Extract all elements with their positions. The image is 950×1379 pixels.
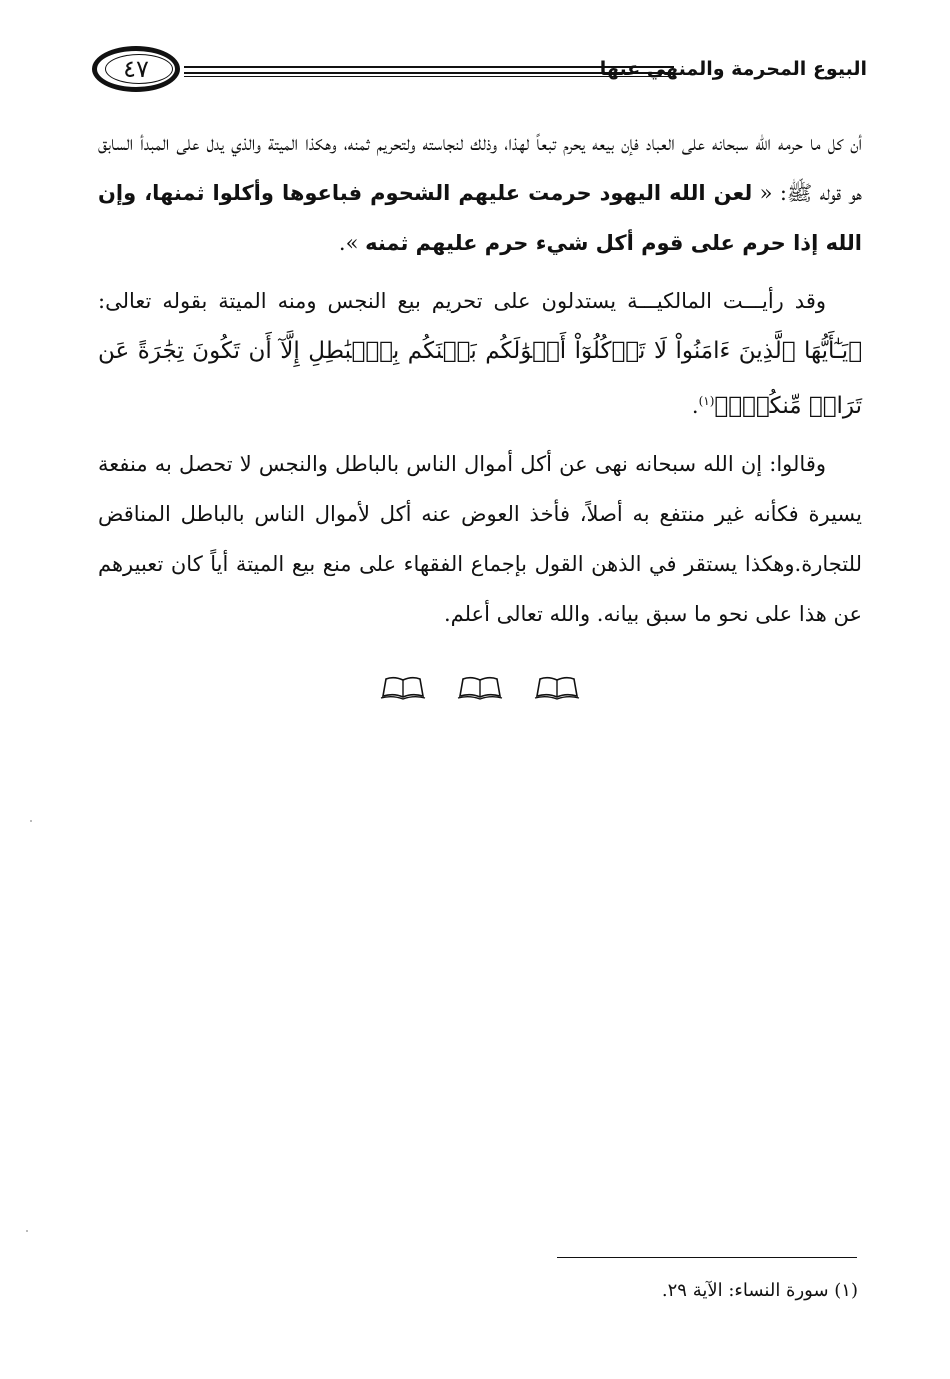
page-number-badge	[92, 46, 180, 92]
scan-artifact	[30, 820, 32, 822]
paragraph-2	[98, 276, 862, 431]
paragraph-1	[98, 118, 862, 268]
paragraph-3	[98, 439, 862, 639]
open-book-icon	[457, 674, 503, 700]
paragraph-text: وقد رأيـــت المالكيـــة يستدلون على تحريم بيع النجس ومنه الميتة بقوله تعالى:	[98, 289, 826, 313]
paragraph-text: .	[691, 394, 699, 418]
open-book-icon	[380, 674, 426, 700]
open-book-icon	[534, 674, 580, 700]
body-text	[98, 118, 862, 639]
page-number: ٤٧	[123, 55, 149, 83]
page-header	[92, 42, 867, 102]
quran-verse: ﴿يَـٰٓأَيُّهَا ٱلَّذِينَ ءَامَنُواْ لَا تَأۡكُلُوٓاْ أَمۡوَٰلَكُم بَيۡنَكُم بِٱلۡبَٰطِلِ إِلَّآ أَن تَكُونَ تِجَٰرَةً عَن تَرَاضٖ مِّنكُمۡۚ﴾	[98, 338, 862, 419]
footnote-ref[interactable]: (١)	[698, 394, 715, 408]
paragraph-text: أن كل ما حرمه الله سبحانه على العباد فإن بيعه يحرم تبعاً لهذا، وذلك لنجاسته ولتحريم ثمنه، وهكذا الميتة والذي يدل على المبدأ السابق هو قوله ﷺ: «	[98, 131, 862, 205]
footnote-separator	[557, 1257, 857, 1258]
hadith-quote: لعن الله اليهود حرمت عليهم الشحوم فباعوها وأكلوا ثمنها، وإن الله إذا حرم على قوم أكل شيء حرم عليهم ثمنه	[98, 181, 862, 255]
paragraph-text: وقالوا: إن الله سبحانه نهى عن أكل أموال الناس بالباطل والنجس لا تحصل به منفعة يسيرة فكأنه غير منتفع به أصلاً، فأخذ العوض عنه أكل لأموال الناس بالباطل المناقض للتجارة.وهكذا يستقر في الذهن القول بإجماع الفقهاء على منع بيع الميتة أياً كان تعبيرهم عن هذا على نحو ما سبق بيانه. والله تعالى أعلم.	[98, 452, 862, 626]
footnote: (١) سورة النساء: الآية ٢٩.	[661, 1280, 858, 1301]
scan-artifact	[26, 1230, 28, 1232]
section-end-ornament	[380, 674, 580, 704]
running-title: البيوع المحرمة والمنهي عنها	[599, 58, 867, 80]
paragraph-text: ».	[338, 231, 366, 255]
